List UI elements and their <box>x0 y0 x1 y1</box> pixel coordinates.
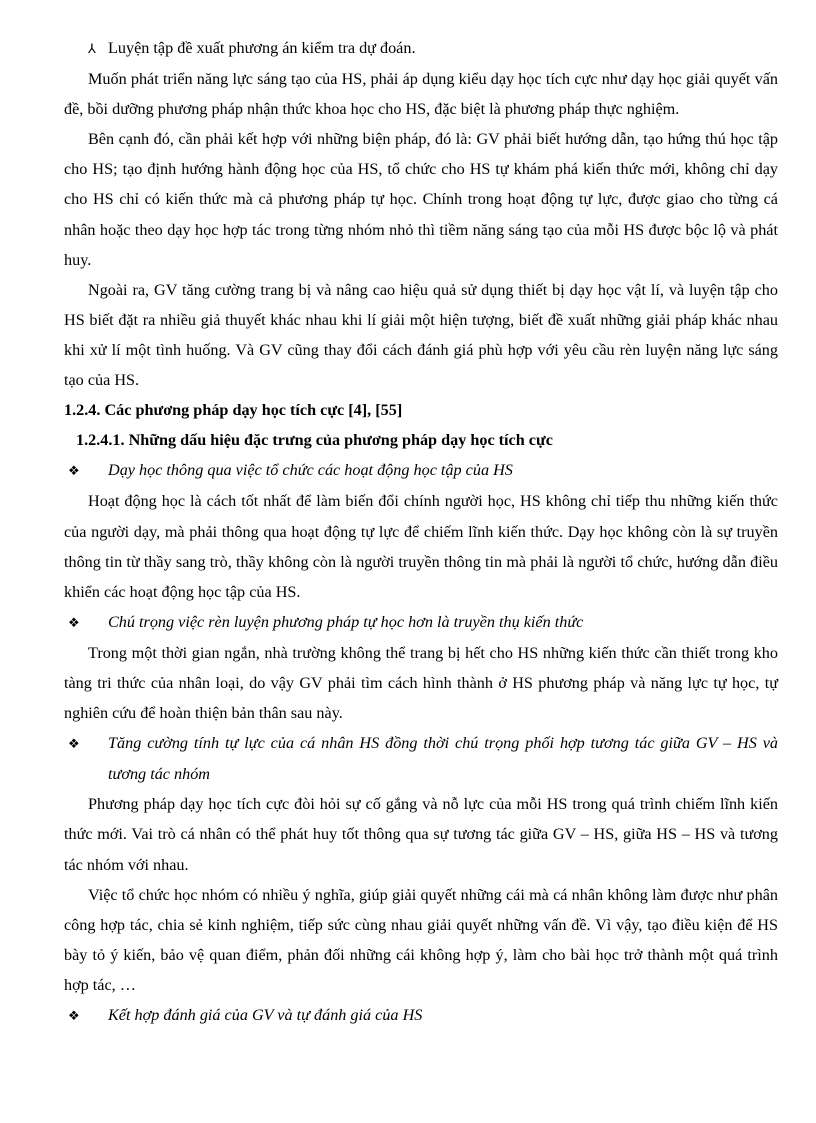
bullet-heading-interaction <box>64 728 778 789</box>
list-item-test-prediction <box>64 33 778 64</box>
diamond-bullet-icon: ❖ <box>68 1008 80 1023</box>
bullet-heading-text: Dạy học thông qua việc tổ chức các hoạt động học tập của HS <box>108 461 513 480</box>
caret-symbol-icon: ⅄ <box>88 41 96 56</box>
paragraph: Trong một thời gian ngắn, nhà trường không thể trang bị hết cho HS những kiến thức cần thiết trong kho tàng tri thức của nhân loại, do vậy GV phải tìm cách hình thành ở HS phương pháp và năng lực tự học, tự nghiên cứu để hoàn thiện bản thân sau này. <box>64 643 778 723</box>
bullet-heading-self-study <box>64 607 778 638</box>
section-heading: 1.2.4. Các phương pháp dạy học tích cực [4], [55] <box>64 401 403 420</box>
paragraph: Phương pháp dạy học tích cực đòi hỏi sự cố gắng và nỗ lực của mỗi HS trong quá trình chiếm lĩnh kiến thức mới. Vai trò cá nhân có thể phát huy tốt thông qua sự tương tác giữa GV – HS, giữa HS – HS và tương tác nhóm với nhau. <box>64 795 778 874</box>
diamond-bullet-icon: ❖ <box>68 614 80 630</box>
bullet-heading-text: Tăng cường tính tự lực của cá nhân HS đồng thời chú trọng phối hợp tương tác giữa GV – HS và tương tác nhóm <box>108 734 778 784</box>
bullet-heading-activities <box>64 455 778 486</box>
subsection-heading: 1.2.4.1. Những dấu hiệu đặc trưng của phương pháp dạy học tích cực <box>76 431 553 450</box>
paragraph: Bên cạnh đó, cần phải kết hợp với những biện pháp, đó là: GV phải biết hướng dẫn, tạo hứng thú học tập cho HS; tạo định hướng hành động học của HS, tổ chức cho HS tự khám phá kiến thức mới, không chỉ dạy cho HS chỉ có kiến thức mà cả phương pháp tự học. Chính trong hoạt động tự lực, được giao cho từng cá nhân hoặc theo dạy học hợp tác trong từng nhóm nhỏ thì tiềm năng sáng tạo của mỗi HS được bộc lộ và phát huy. <box>64 130 778 269</box>
paragraph: Ngoài ra, GV tăng cường trang bị và nâng cao hiệu quả sử dụng thiết bị dạy học vật lí, và luyện tập cho HS biết đặt ra nhiều giả thuyết khác nhau khi lí giải một hiện tượng, biết đề xuất những giải pháp khác nhau khi xử lí một tình huống. Và GV cũng thay đổi cách đánh giá phù hợp với yêu cầu rèn luyện năng lực sáng tạo của HS. <box>64 280 778 390</box>
diamond-bullet-icon: ❖ <box>68 463 80 479</box>
bullet-heading-text: Kết hợp đánh giá của GV và tự đánh giá của HS <box>108 1006 423 1024</box>
list-item-text: Luyện tập đề xuất phương án kiểm tra dự đoán. <box>108 39 416 57</box>
paragraph: Muốn phát triển năng lực sáng tạo của HS, phải áp dụng kiểu dạy học tích cực như dạy học giải quyết vấn đề, bồi dưỡng phương pháp nhận thức khoa học cho HS, đặc biệt là phương pháp thực nghiệm. <box>64 70 778 119</box>
paragraph: Hoạt động học là cách tốt nhất để làm biến đổi chính người học, HS không chỉ tiếp thu những kiến thức của người dạy, mà phải thông qua hoạt động tự lực để chiếm lĩnh kiến thức. Dạy học không còn là sự truyền thông tin từ thầy sang trò, thầy không còn là người truyền thông tin mà phải là người tổ chức, hướng dẫn điều khiển các hoạt động học tập của HS. <box>64 492 778 601</box>
bullet-heading-text: Chú trọng việc rèn luyện phương pháp tự học hơn là truyền thụ kiến thức <box>108 612 584 631</box>
bullet-heading-assessment <box>64 1000 778 1031</box>
diamond-bullet-icon: ❖ <box>68 736 80 752</box>
document-body <box>64 33 778 1031</box>
paragraph: Việc tổ chức học nhóm có nhiều ý nghĩa, giúp giải quyết những cái mà cá nhân không làm được như phân công hợp tác, chia sẻ kinh nghiệm, tiếp sức cùng nhau giải quyết những vấn đề. Vì vậy, tạo điều kiện để HS bày tỏ ý kiến, bảo vệ quan điểm, phản đối những cái không hợp ý, làm cho bài học trở thành một quá trình hợp tác, … <box>64 885 778 994</box>
